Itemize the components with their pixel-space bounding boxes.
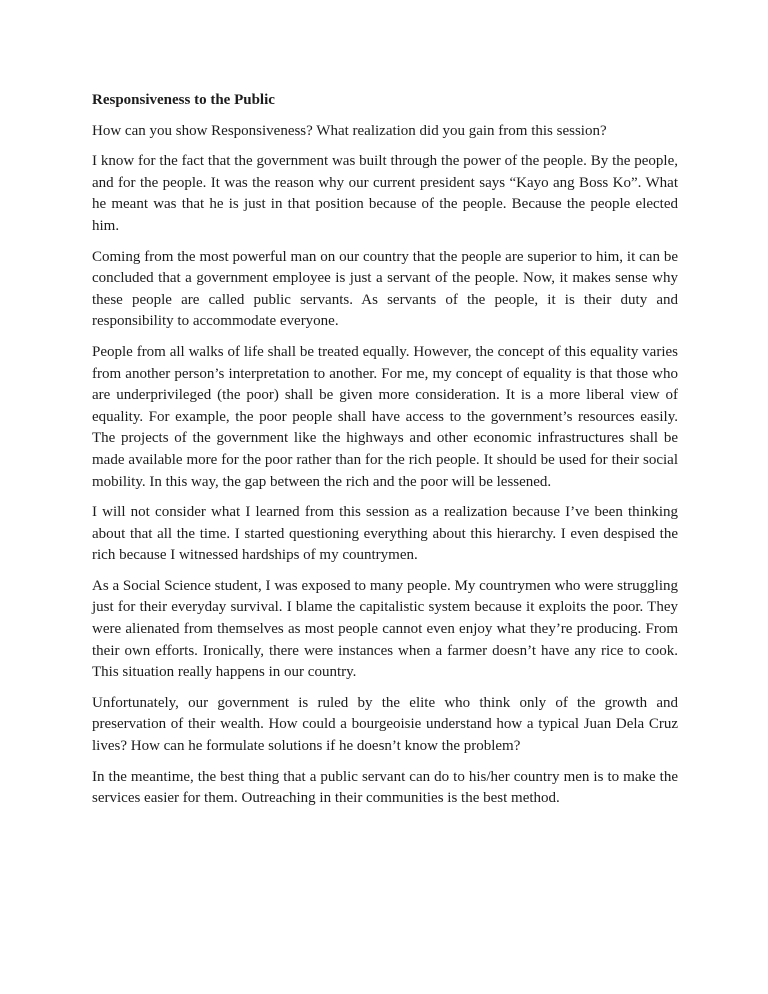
paragraph-2: Coming from the most powerful man on our country that the people are superior to him, it can be concluded that a government employee is just a servant of the people. Now, it makes sense why these people are called public servants. As servants of the people, it is their duty and responsibility to accommodate everyone. bbox=[92, 248, 678, 330]
document-title: Responsiveness to the Public bbox=[92, 92, 275, 108]
paragraph-6: Unfortunately, our government is ruled by the elite who think only of the growth and preservation of their wealth. How could a bourgeoisie understand how a typical Juan Dela Cruz lives? How can he formulate solutions if he doesn’t know the problem? bbox=[92, 694, 678, 755]
paragraph-5: As a Social Science student, I was exposed to many people. My countrymen who were struggling just for their everyday survival. I blame the capitalistic system because it exploits the poor. They were alienated from themselves as most people cannot even enjoy what they’re producing. From their own efforts. Ironically, there were instances when a farmer doesn’t have any rice to cook. This situation really happens in our country. bbox=[92, 577, 678, 681]
paragraph-7: In the meantime, the best thing that a public servant can do to his/her country men is to make the services easier for them. Outreaching in their communities is the best method. bbox=[92, 768, 678, 807]
paragraph-3: People from all walks of life shall be treated equally. However, the concept of this equality varies from another person’s interpretation to another. For me, my concept of equality is that those who are underprivileged (the poor) shall be given more consideration. It is a more liberal view of equality. For example, the poor people shall have access to the government’s resources easily. The projects of the government like the highways and other economic infrastructures shall be made available more for the poor rather than for the rich people. It should be used for their social mobility. In this way, the gap between the rich and the poor will be lessened. bbox=[92, 343, 678, 490]
paragraph-4: I will not consider what I learned from this session as a realization because I’ve been thinking about that all the time. I started questioning everything about this hierarchy. I even despised the rich because I witnessed hardships of my countrymen. bbox=[92, 504, 678, 564]
document-question: How can you show Responsiveness? What realization did you gain from this session? bbox=[92, 122, 607, 139]
document-page bbox=[92, 90, 678, 819]
paragraph-1: I know for the fact that the government was built through the power of the people. By the people, and for the people. It was the reason why our current president says “Kayo ang Boss Ko”. What he meant was that he is just in that position because of the people. Because the people elected him. bbox=[92, 153, 678, 234]
